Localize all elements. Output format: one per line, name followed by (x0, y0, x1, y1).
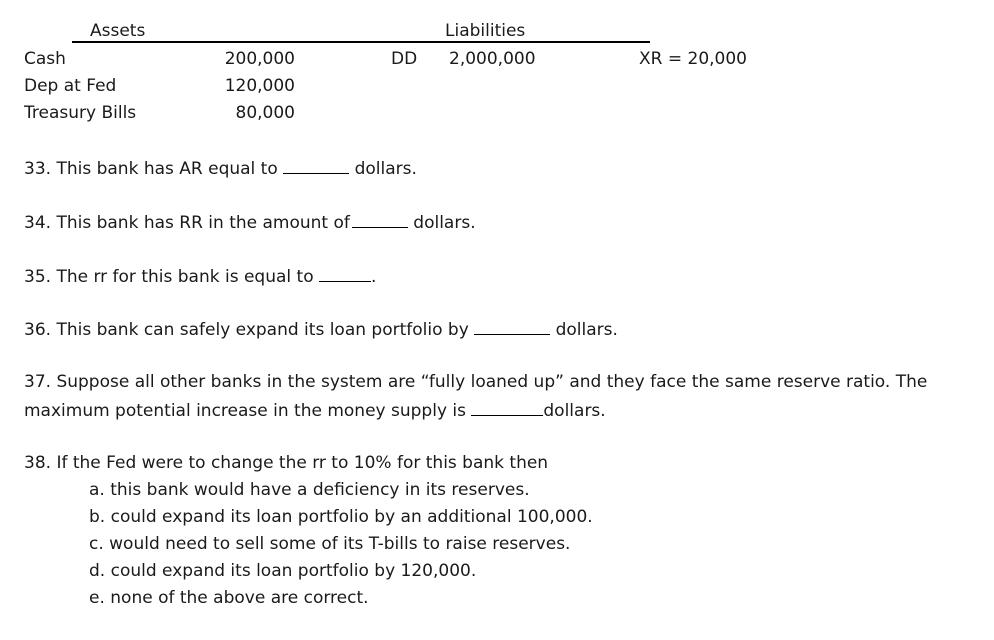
asset-label-treasury-bills: Treasury Bills (24, 103, 137, 123)
question-36 (24, 318, 618, 340)
asset-label-cash: Cash (24, 49, 66, 69)
asset-label-dep-at-fed: Dep at Fed (24, 76, 117, 96)
answer-blank-33[interactable] (283, 157, 349, 174)
question-33-text: 33. This bank has AR equal to (24, 159, 278, 179)
question-35 (24, 265, 376, 287)
asset-value-treasury-bills: 80,000 (235, 103, 295, 123)
assets-header: Assets (90, 21, 146, 41)
question-35-suffix: . (371, 267, 377, 287)
question-38-stem: 38. If the Fed were to change the rr to 10% for this bank then (24, 453, 549, 473)
question-33 (24, 157, 417, 179)
question-38-option-a[interactable]: a. this bank would have a deficiency in its reserves. (89, 480, 530, 500)
asset-value-dep-at-fed: 120,000 (224, 76, 295, 96)
answer-blank-36[interactable] (474, 318, 550, 335)
question-34-suffix: dollars. (413, 213, 476, 233)
question-37-suffix: dollars. (543, 401, 606, 421)
question-33-suffix: dollars. (354, 159, 417, 179)
question-38-option-e[interactable]: e. none of the above are correct. (89, 588, 369, 608)
question-38-option-d[interactable]: d. could expand its loan portfolio by 120,000. (89, 561, 477, 581)
question-38-option-b[interactable]: b. could expand its loan portfolio by an additional 100,000. (89, 507, 593, 527)
liabilities-header: Liabilities (445, 21, 526, 41)
answer-blank-37[interactable] (471, 399, 543, 416)
question-37-line-2 (24, 399, 606, 421)
question-37-text: maximum potential increase in the money supply is (24, 401, 466, 421)
answer-blank-35[interactable] (319, 265, 371, 282)
question-36-text: 36. This bank can safely expand its loan portfolio by (24, 320, 469, 340)
asset-value-cash: 200,000 (224, 49, 295, 69)
question-34-text: 34. This bank has RR in the amount of (24, 213, 350, 233)
excess-reserves-note: XR = 20,000 (639, 49, 747, 69)
question-35-text: 35. The rr for this bank is equal to (24, 267, 314, 287)
answer-blank-34[interactable] (352, 211, 408, 228)
question-37-line-1: 37. Suppose all other banks in the system are “fully loaned up” and they face the same reserve ratio. The (24, 372, 928, 392)
t-account-rule (72, 41, 650, 43)
question-38-option-c[interactable]: c. would need to sell some of its T-bills to raise reserves. (89, 534, 571, 554)
question-36-suffix: dollars. (555, 320, 618, 340)
liability-label-dd: DD (391, 49, 418, 69)
question-34 (24, 211, 476, 233)
liability-value-dd: 2,000,000 (449, 49, 536, 69)
